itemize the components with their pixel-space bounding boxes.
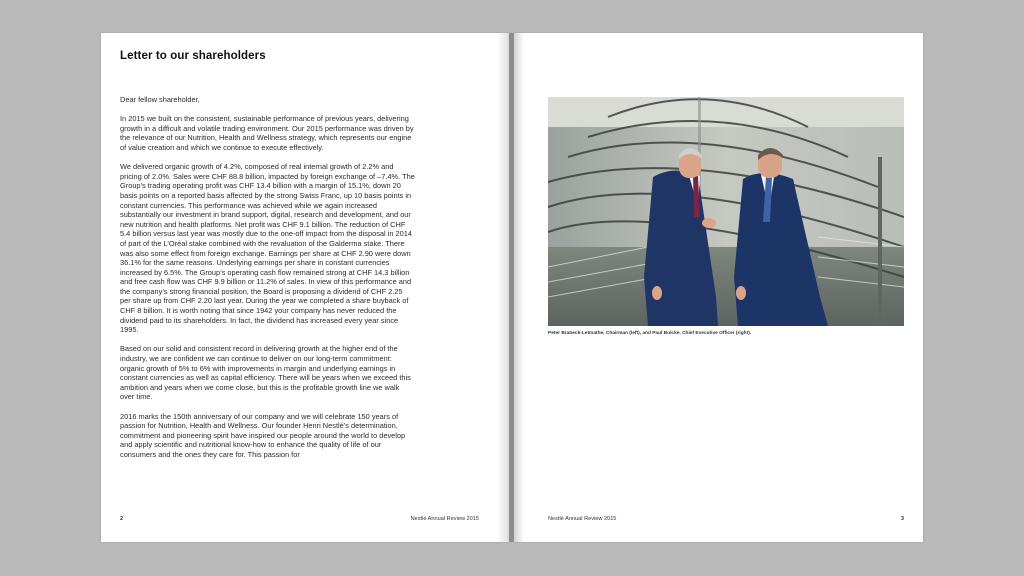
photo-caption: Peter Brabeck-Letmathe, Chairman (left), and Paul Bulcke, Chief Executive Officer (right). bbox=[548, 331, 752, 336]
executives-photo bbox=[548, 97, 904, 326]
page-title: Letter to our shareholders bbox=[120, 50, 266, 62]
letter-body bbox=[120, 95, 415, 469]
paragraph: In 2015 we built on the consistent, sustainable performance of previous years, delivering growth in a difficult and volatile trading environment. Our 2015 performance was driven by the relevance of our Nutrition, Health and Wellness strategy, which represents our engine of value creation and which we continue to execute effectively. bbox=[120, 114, 414, 152]
page-number-left: 2 bbox=[120, 516, 124, 522]
footer-left: Nestlé Annual Review 2015 bbox=[410, 516, 479, 522]
photo-illustration bbox=[548, 97, 904, 326]
paragraph: We delivered organic growth of 4.2%, composed of real internal growth of 2.2% and pricing of 2.0%. Sales were CHF 88.8 billion, impacted by foreign exchange of –7.4%. The Group’s trading operating profit was CHF 13.4 billion with a margin of 15.1%, down 20 basis points on a reported basis affected by the strong Swiss Franc, up 10 basis points in constant currencies. This performance was achieved while we again increased substantially our investment in brand support, digital, research and development, and our new nutrition and health platforms. Net profit was CHF 9.1 billion. The reduction of CHF 5.4 billion versus last year was mostly due to the one-off impact from the disposal in 2014 of part of the L’Oréal stake combined with the revaluation of the Galderma stake. There was also some effect from foreign exchange. Earnings per share at CHF 2.90 were down 36.1% for the same reasons. Underlying earnings per share in constant currencies increased by 6.5%. The Group’s operating cash flow remained strong at CHF 14.3 billion and free cash flow was CHF 9.9 billion or 11.2% of sales. In view of this performance and the company’s strong financial position, the Board is proposing a dividend of CHF 2.25 per share up from CHF 2.20 last year. During the year we completed a share buyback of CHF 8 billion. It is worth noting that since 1942 your company has never reduced the dividend paid to its shareholders. In fact, the dividend has increased every year since 1995. bbox=[120, 162, 415, 335]
footer-right: Nestlé Annual Review 2015 bbox=[548, 516, 617, 522]
right-page bbox=[514, 33, 923, 542]
page-number-right: 3 bbox=[900, 516, 904, 522]
left-page bbox=[101, 33, 509, 542]
salutation: Dear fellow shareholder, bbox=[120, 95, 200, 104]
paragraph: Based on our solid and consistent record in delivering growth at the higher end of the industry, we are confident we can continue to deliver on our long-term commitment: organic growth of 5% to 6% with improvements in margin and underlying earnings in constant currencies as well as capital efficiency. There will be years when we exceed this ambition and years when we come close, but this is the profitable growth line we walk over time. bbox=[120, 344, 411, 402]
paragraph: 2016 marks the 150th anniversary of our company and we will celebrate 150 years of passion for Nutrition, Health and Wellness. Our founder Henri Nestlé’s determination, commitment and pioneering spirit have inspired our people around the world to develop and apply scientific and nutritional know-how to enhance the quality of life of our consumers and the ones they care for. This passion for bbox=[120, 411, 406, 459]
page-gutter-shadow bbox=[514, 33, 524, 542]
